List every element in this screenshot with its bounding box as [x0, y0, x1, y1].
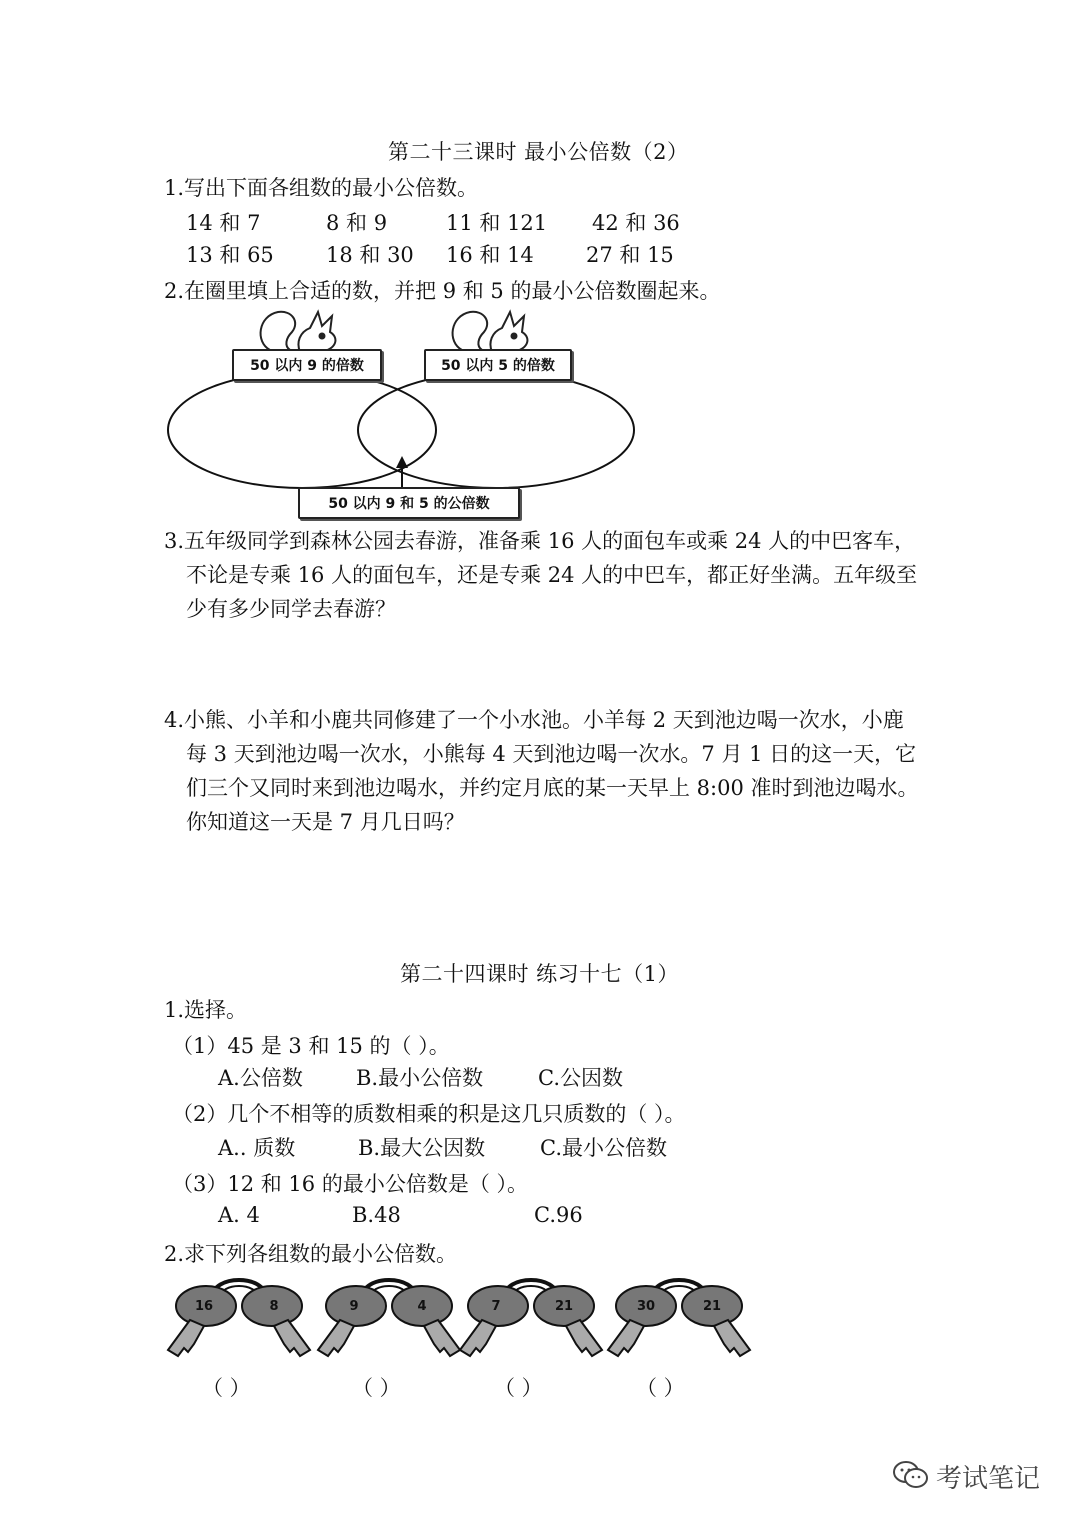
q3-line-2: 不论是专乘 16 人的面包车，还是专乘 24 人的中巴车，都正好坐满。五年级至: [186, 563, 918, 587]
q4-line-3: 们三个又同时来到池边喝水，并约定月底的某一天早上 8:00 准时到池边喝水。: [186, 776, 919, 800]
choice-3-option-c[interactable]: C.96: [534, 1203, 583, 1227]
pair-4: 42 和 36: [592, 211, 680, 235]
venn-label-right: 50 以内 5 的倍数: [424, 349, 572, 381]
key-icon: [608, 1280, 750, 1356]
choice-1-stem: （1）45 是 3 和 15 的（ ）。: [172, 1034, 450, 1058]
lesson24-q1-prompt: 1.选择。: [164, 998, 248, 1022]
choice-1-option-b[interactable]: B.最小公倍数: [356, 1066, 484, 1090]
choice-2-option-b[interactable]: B.最大公因数: [358, 1136, 486, 1160]
choice-3-option-a[interactable]: A. 4: [218, 1203, 260, 1227]
choice-3-stem: （3）12 和 16 的最小公倍数是（ ）。: [172, 1172, 529, 1196]
key-4-b: 21: [702, 1299, 722, 1314]
q4-line-1: 4.小熊、小羊和小鹿共同修建了一个小水池。小羊每 2 天到池边喝一次水，小鹿: [164, 708, 904, 732]
squirrel-icon: [261, 312, 336, 352]
key-icon: [168, 1280, 310, 1356]
key-2-a: 9: [349, 1299, 359, 1314]
q3-line-3: 少有多少同学去春游？: [186, 597, 396, 621]
key-3-answer[interactable]: （ ）: [494, 1376, 543, 1400]
key-3-a: 7: [491, 1299, 501, 1314]
lesson23-title: 第二十三课时 最小公倍数（2）: [388, 140, 689, 164]
choice-1-option-c[interactable]: C.公因数: [538, 1066, 623, 1090]
key-icon: [318, 1280, 460, 1356]
pair-2: 8 和 9: [326, 211, 388, 235]
squirrel-icon: [453, 312, 528, 352]
pair-5: 13 和 65: [186, 243, 274, 267]
key-4-answer[interactable]: （ ）: [636, 1376, 685, 1400]
q4-line-2: 每 3 天到池边喝一次水，小熊每 4 天到池边喝一次水。7 月 1 日的这一天，它: [186, 742, 917, 766]
wechat-icon: [892, 1458, 930, 1492]
key-1-a: 16: [194, 1299, 214, 1314]
q3-line-1: 3.五年级同学到森林公园去春游，准备乘 16 人的面包车或乘 24 人的中巴客车，: [164, 529, 916, 553]
choice-2-option-c[interactable]: C.最小公倍数: [540, 1136, 667, 1160]
lesson23-q1-prompt: 1.写出下面各组数的最小公倍数。: [164, 176, 479, 200]
key-pairs: [160, 1268, 760, 1368]
q4-line-4: 你知道这一天是 7 月几日吗？: [186, 810, 465, 834]
choice-2-stem: （2）几个不相等的质数相乘的积是这几只质数的（ ）。: [172, 1102, 686, 1126]
key-3-b: 21: [554, 1299, 574, 1314]
right-ellipse: [358, 372, 634, 488]
pair-6: 18 和 30: [326, 243, 414, 267]
pair-7: 16 和 14: [446, 243, 534, 267]
venn-label-bottom: 50 以内 9 和 5 的公倍数: [298, 487, 520, 519]
pair-3: 11 和 121: [446, 211, 548, 235]
pair-8: 27 和 15: [586, 243, 674, 267]
venn-label-left: 50 以内 9 的倍数: [232, 349, 382, 381]
choice-3-option-b[interactable]: B.48: [352, 1203, 401, 1227]
key-2-answer[interactable]: （ ）: [352, 1376, 401, 1400]
watermark-text: 考试笔记: [936, 1464, 1041, 1494]
lesson24-title: 第二十四课时 练习十七（1）: [400, 962, 680, 986]
choice-2-option-a[interactable]: A.. 质数: [218, 1136, 296, 1160]
key-2-b: 4: [417, 1299, 427, 1314]
arrow-head: [396, 456, 408, 468]
lesson24-q2-prompt: 2.求下列各组数的最小公倍数。: [164, 1242, 458, 1266]
pair-1: 14 和 7: [186, 211, 261, 235]
choice-1-option-a[interactable]: A.公倍数: [218, 1066, 303, 1090]
key-4-a: 30: [636, 1299, 656, 1314]
lesson23-q2-prompt: 2.在圈里填上合适的数，并把 9 和 5 的最小公倍数圈起来。: [164, 279, 721, 303]
key-1-answer[interactable]: （ ）: [202, 1376, 251, 1400]
key-icon: [460, 1280, 602, 1356]
key-1-b: 8: [269, 1299, 279, 1314]
